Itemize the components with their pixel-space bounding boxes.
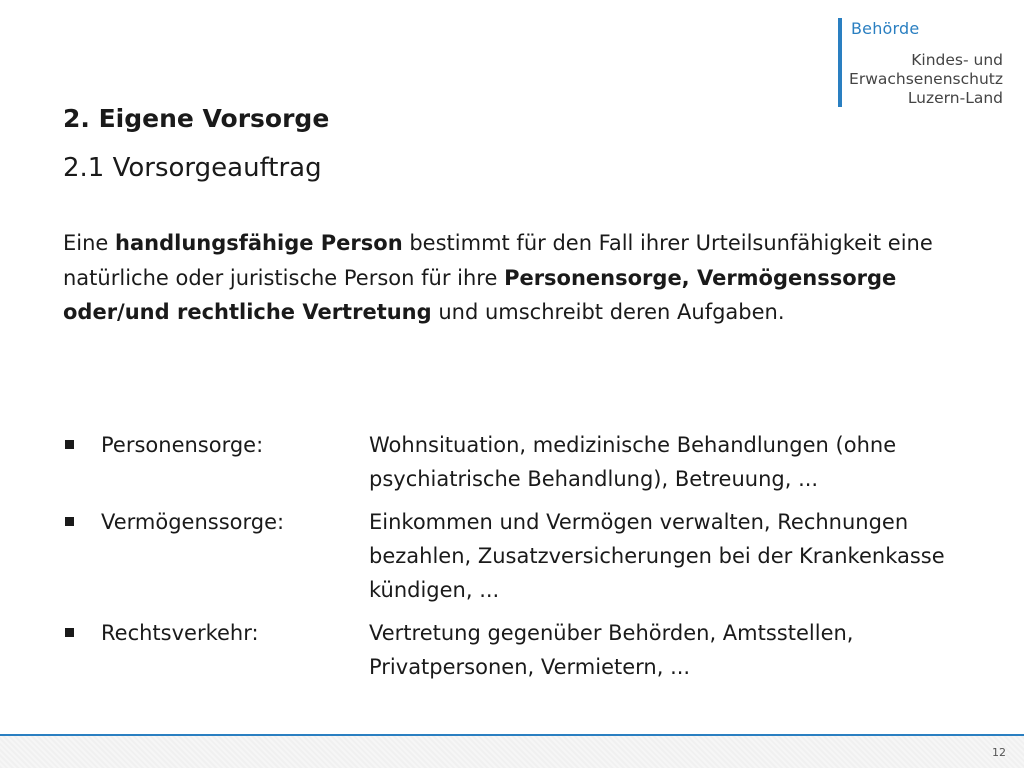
square-bullet-icon [63,616,101,684]
list-item-description: Vertretung gegenüber Behörden, Amtsstellen, Privatpersonen, Vermietern, ... [369,621,854,679]
logo-accent-bar [838,18,842,107]
intro-text: bestimmt für den Fall ihrer Urteilsunfähigkeit eine natürliche oder juristische Person für ihre [63,231,933,290]
intro-bold-text: Personensorge, Vermögenssorge oder/und rechtliche Vertretung [63,265,897,324]
square-bullet-icon [63,505,101,607]
intro-text: Eine [63,231,116,255]
list-item [63,505,973,607]
intro-paragraph [63,226,953,330]
page-number: 12 [992,746,1006,759]
list-item-term: Rechtsverkehr: [101,621,259,645]
intro-text: und umschreibt deren Aufgaben. [431,300,785,324]
list-item-description: Wohnsituation, medizinische Behandlungen (ohne psychiatrische Behandlung), Betreuung, ... [369,433,897,491]
list-item [63,616,973,684]
logo-organization-name [849,51,1003,108]
intro-bold-text: handlungsfähige Person [115,231,403,255]
logo-authority-label: Behörde [851,19,920,38]
logo-name-line: Kindes- und [911,51,1003,69]
slide-title: 2. Eigene Vorsorge [63,104,330,133]
logo-name-line: Erwachsenenschutz [849,70,1003,88]
footer-divider [0,734,1024,736]
list-item-term: Personensorge: [101,433,264,457]
footer-bar [0,734,1024,768]
slide-subtitle: 2.1 Vorsorgeauftrag [63,153,322,183]
authority-logo [838,18,1018,108]
scope-list [63,428,973,693]
list-item-term: Vermögenssorge: [101,510,285,534]
list-item [63,428,973,496]
square-bullet-icon [63,428,101,496]
list-item-description: Einkommen und Vermögen verwalten, Rechnungen bezahlen, Zusatzversicherungen bei der Krankenkasse kündigen, ... [369,510,945,602]
logo-name-line: Luzern-Land [907,89,1003,107]
